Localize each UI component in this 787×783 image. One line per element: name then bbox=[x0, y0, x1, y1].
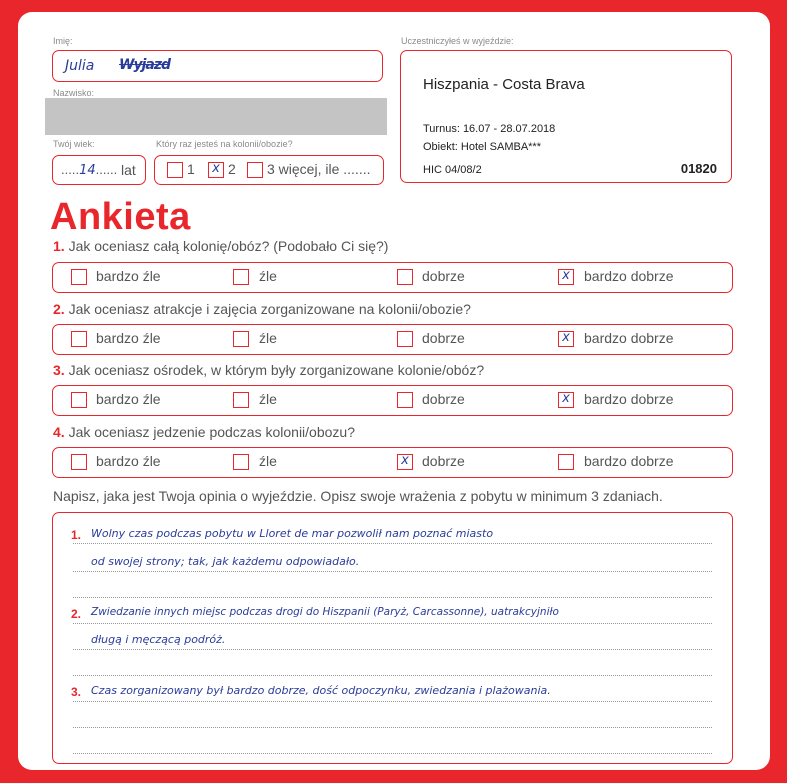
age-label: Twój wiek: bbox=[53, 139, 95, 149]
question-4-text: Jak oceniasz jedzenie podczas kolonii/obozu? bbox=[68, 424, 355, 440]
q2-option-bardzo-zle: bardzo źle bbox=[96, 330, 161, 346]
q3-option-zle: źle bbox=[259, 391, 277, 407]
q4-checkbox-zle[interactable] bbox=[233, 454, 249, 470]
trip-info-box bbox=[400, 50, 732, 183]
times-checkbox-3[interactable] bbox=[247, 162, 263, 178]
answer-3-number: 3. bbox=[71, 685, 82, 699]
times-option-2: 2 bbox=[228, 161, 236, 177]
times-option-3: 3 więcej, ile ....... bbox=[267, 161, 371, 177]
survey-sheet bbox=[18, 12, 770, 770]
age-dots-after: ...... bbox=[95, 162, 118, 177]
times-checkbox-2[interactable] bbox=[208, 162, 224, 178]
times-label: Który raz jesteś na kolonii/obozie? bbox=[156, 139, 293, 149]
q1-check-mark: x bbox=[562, 268, 570, 283]
question-2-options bbox=[52, 324, 733, 355]
question-4 bbox=[53, 424, 355, 440]
question-1-text: Jak oceniasz całą kolonię/obóz? (Podobało Ci się?) bbox=[68, 238, 389, 254]
question-2-number: 2. bbox=[53, 301, 65, 317]
q4-checkbox-dobrze[interactable] bbox=[397, 454, 413, 470]
answer-1-line-2: od swojej strony; tak, jak każdemu odpowiadało. bbox=[91, 555, 360, 568]
trip-destination: Hiszpania - Costa Brava bbox=[423, 76, 585, 93]
age-unit: lat bbox=[121, 162, 136, 178]
q2-check-mark: x bbox=[562, 330, 570, 345]
q4-option-zle: źle bbox=[259, 453, 277, 469]
question-2 bbox=[53, 301, 471, 317]
q1-checkbox-dobrze[interactable] bbox=[397, 269, 413, 285]
times-option-1: 1 bbox=[187, 161, 195, 177]
q2-checkbox-bardzo-zle[interactable] bbox=[71, 331, 87, 347]
opinion-prompt: Napisz, jaka jest Twoja opinia o wyjeździe. Opisz swoje wrażenia z pobytu w minimum 3 zdaniach. bbox=[53, 488, 663, 504]
q2-checkbox-zle[interactable] bbox=[233, 331, 249, 347]
q3-check-mark: x bbox=[562, 391, 570, 406]
q1-option-bardzo-zle: bardzo źle bbox=[96, 268, 161, 284]
surname-redacted bbox=[45, 98, 387, 135]
surname-label: Nazwisko: bbox=[53, 88, 95, 98]
answer-1-number: 1. bbox=[71, 528, 82, 542]
trip-number: 01820 bbox=[680, 161, 717, 176]
q4-option-bardzo-dobrze: bardzo dobrze bbox=[584, 453, 674, 469]
q3-checkbox-bardzo-zle[interactable] bbox=[71, 392, 87, 408]
question-4-options bbox=[52, 447, 733, 478]
q4-check-mark: x bbox=[401, 453, 409, 468]
participant-label: Uczestniczyłeś w wyjeździe: bbox=[401, 36, 514, 46]
opinion-box[interactable] bbox=[52, 512, 733, 764]
question-1 bbox=[53, 238, 388, 254]
question-3-options bbox=[52, 385, 733, 416]
question-3-number: 3. bbox=[53, 362, 65, 378]
question-1-number: 1. bbox=[53, 238, 65, 254]
q3-checkbox-zle[interactable] bbox=[233, 392, 249, 408]
q4-checkbox-bardzo-dobrze[interactable] bbox=[558, 454, 574, 470]
trip-code: HIC 04/08/2 bbox=[423, 164, 482, 176]
q2-option-zle: źle bbox=[259, 330, 277, 346]
question-4-number: 4. bbox=[53, 424, 65, 440]
q1-option-bardzo-dobrze: bardzo dobrze bbox=[584, 268, 674, 284]
question-2-text: Jak oceniasz atrakcje i zajęcia zorganizowane na kolonii/obozie? bbox=[68, 301, 471, 317]
q1-checkbox-bardzo-dobrze[interactable] bbox=[558, 269, 574, 285]
question-3-text: Jak oceniasz ośrodek, w którym były zorganizowane kolonie/obóz? bbox=[68, 362, 485, 378]
q2-option-dobrze: dobrze bbox=[422, 330, 465, 346]
age-dots-before: ..... bbox=[61, 162, 80, 177]
q2-option-bardzo-dobrze: bardzo dobrze bbox=[584, 330, 674, 346]
q3-checkbox-bardzo-dobrze[interactable] bbox=[558, 392, 574, 408]
q1-option-dobrze: dobrze bbox=[422, 268, 465, 284]
q3-option-bardzo-dobrze: bardzo dobrze bbox=[584, 391, 674, 407]
age-value: 14 bbox=[79, 163, 96, 178]
times-field bbox=[154, 155, 384, 185]
q3-checkbox-dobrze[interactable] bbox=[397, 392, 413, 408]
answer-2-number: 2. bbox=[71, 607, 82, 621]
name-label: Imię: bbox=[53, 36, 73, 46]
name-scribble: Wyjazd bbox=[119, 57, 170, 73]
answer-1-line-1: Wolny czas podczas pobytu w Lloret de mar pozwolił nam poznać miasto bbox=[91, 527, 494, 540]
q3-option-bardzo-zle: bardzo źle bbox=[96, 391, 161, 407]
q4-option-bardzo-zle: bardzo źle bbox=[96, 453, 161, 469]
answer-2-line-2: długą i męczącą podróż. bbox=[91, 633, 226, 646]
times-checkbox-1[interactable] bbox=[167, 162, 183, 178]
q4-checkbox-bardzo-zle[interactable] bbox=[71, 454, 87, 470]
q4-option-dobrze: dobrze bbox=[422, 453, 465, 469]
trip-object: Obiekt: Hotel SAMBA*** bbox=[423, 141, 541, 153]
q1-option-zle: źle bbox=[259, 268, 277, 284]
q1-checkbox-bardzo-zle[interactable] bbox=[71, 269, 87, 285]
question-1-options bbox=[52, 262, 733, 293]
answer-2-line-1: Zwiedzanie innych miejsc podczas drogi do Hiszpanii (Paryż, Carcassonne), uatrakcyjniło bbox=[91, 606, 559, 618]
answer-3-line-1: Czas zorganizowany był bardzo dobrze, dość odpoczynku, zwiedzania i plażowania. bbox=[91, 684, 551, 697]
survey-title: Ankieta bbox=[50, 196, 191, 238]
q2-checkbox-dobrze[interactable] bbox=[397, 331, 413, 347]
q2-checkbox-bardzo-dobrze[interactable] bbox=[558, 331, 574, 347]
question-3 bbox=[53, 362, 484, 378]
q3-option-dobrze: dobrze bbox=[422, 391, 465, 407]
trip-turnus: Turnus: 16.07 - 28.07.2018 bbox=[423, 123, 556, 135]
name-field[interactable] bbox=[52, 50, 383, 82]
times-check-mark: x bbox=[212, 161, 220, 176]
age-field[interactable] bbox=[52, 155, 146, 185]
q1-checkbox-zle[interactable] bbox=[233, 269, 249, 285]
name-value: Julia bbox=[65, 58, 95, 74]
